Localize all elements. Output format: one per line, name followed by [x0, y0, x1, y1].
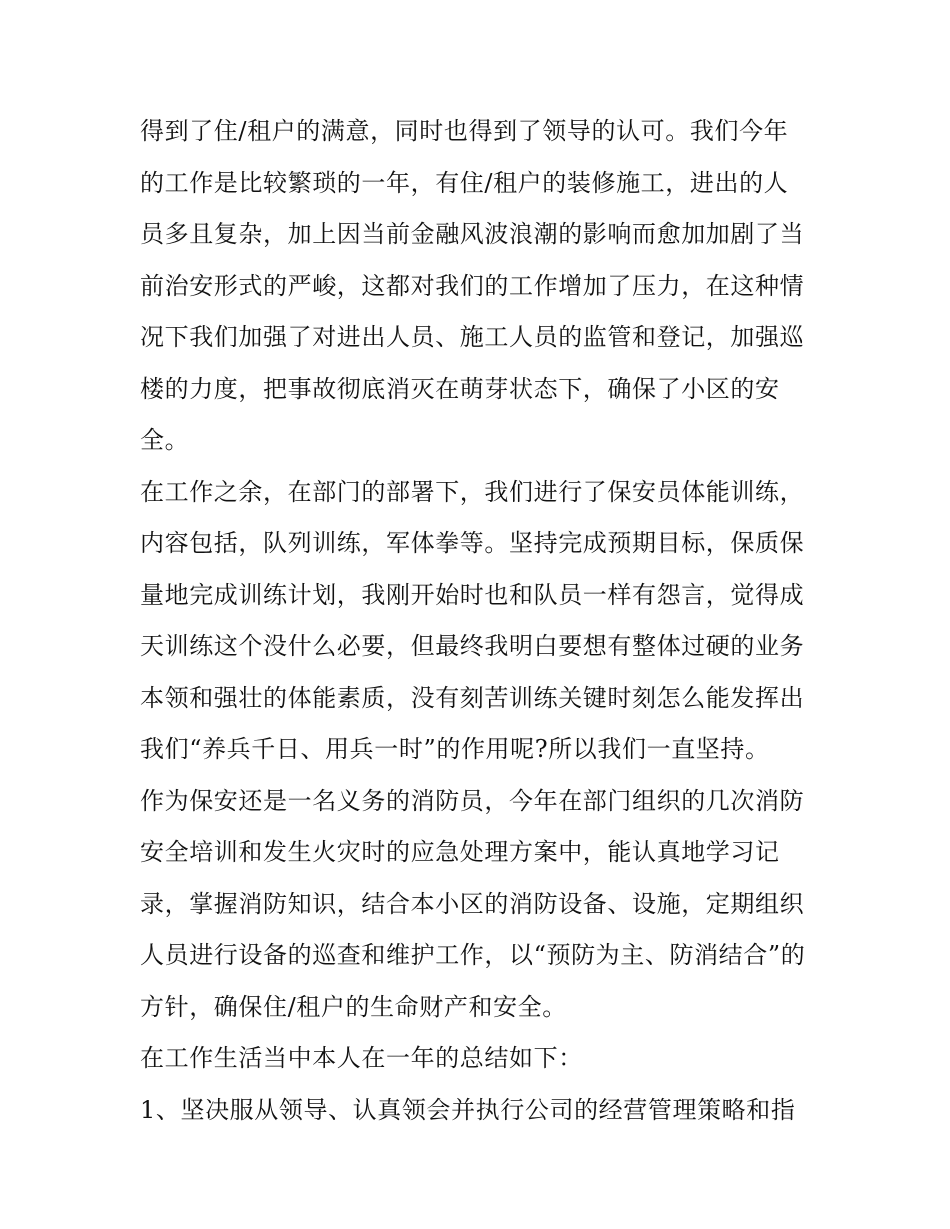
text-line: 员多且复杂，加上因当前金融风波浪潮的影响而愈加加剧了当	[140, 220, 805, 248]
text-line: 作为保安还是一名义务的消防员，今年在部门组织的几次消防	[140, 786, 805, 815]
text-line: 1、坚决服从领导、认真领会并执行公司的经营管理策略和指	[140, 1095, 796, 1124]
text-line: 我们“养兵千日、用兵一时”的作用呢?所以我们一直坚持。	[140, 735, 770, 763]
text-line: 安全培训和发生火灾时的应急处理方案中，能认真地学习记	[140, 838, 780, 866]
text-line: 天训练这个没什么必要，但最终我明白要想有整体过硬的业务	[140, 632, 805, 660]
text-line: 量地完成训练计划，我刚开始时也和队员一样有怨言，觉得成	[140, 580, 805, 609]
text-line: 得到了住/租户的满意，同时也得到了领导的认可。我们今年	[140, 117, 789, 145]
text-line: 在工作生活当中本人在一年的总结如下：	[140, 1044, 583, 1072]
text-line: 前治安形式的严峻，这都对我们的工作增加了压力，在这种情	[140, 271, 805, 300]
text-line: 在工作之余，在部门的部署下，我们进行了保安员体能训练，	[140, 477, 805, 506]
text-line: 楼的力度，把事故彻底消灭在萌芽状态下，确保了小区的安	[140, 374, 780, 403]
text-line: 况下我们加强了对进出人员、施工人员的监管和登记，加强巡	[140, 323, 805, 351]
text-line: 本领和强壮的体能素质，没有刻苦训练关键时刻怎么能发挥出	[140, 683, 805, 712]
document-body	[140, 106, 820, 1136]
text-line: 全。	[140, 426, 190, 454]
text-line: 内容包括，队列训练，军体拳等。坚持完成预期目标，保质保	[140, 529, 805, 557]
text-line: 的工作是比较繁琐的一年，有住/租户的装修施工，进出的人	[140, 168, 789, 197]
text-line: 录，掌握消防知识，结合本小区的消防设备、设施，定期组织	[140, 889, 805, 918]
text-line: 人员进行设备的巡查和维护工作，以“预防为主、防消结合”的	[140, 941, 806, 969]
text-line: 方针，确保住/租户的生命财产和安全。	[140, 992, 567, 1021]
